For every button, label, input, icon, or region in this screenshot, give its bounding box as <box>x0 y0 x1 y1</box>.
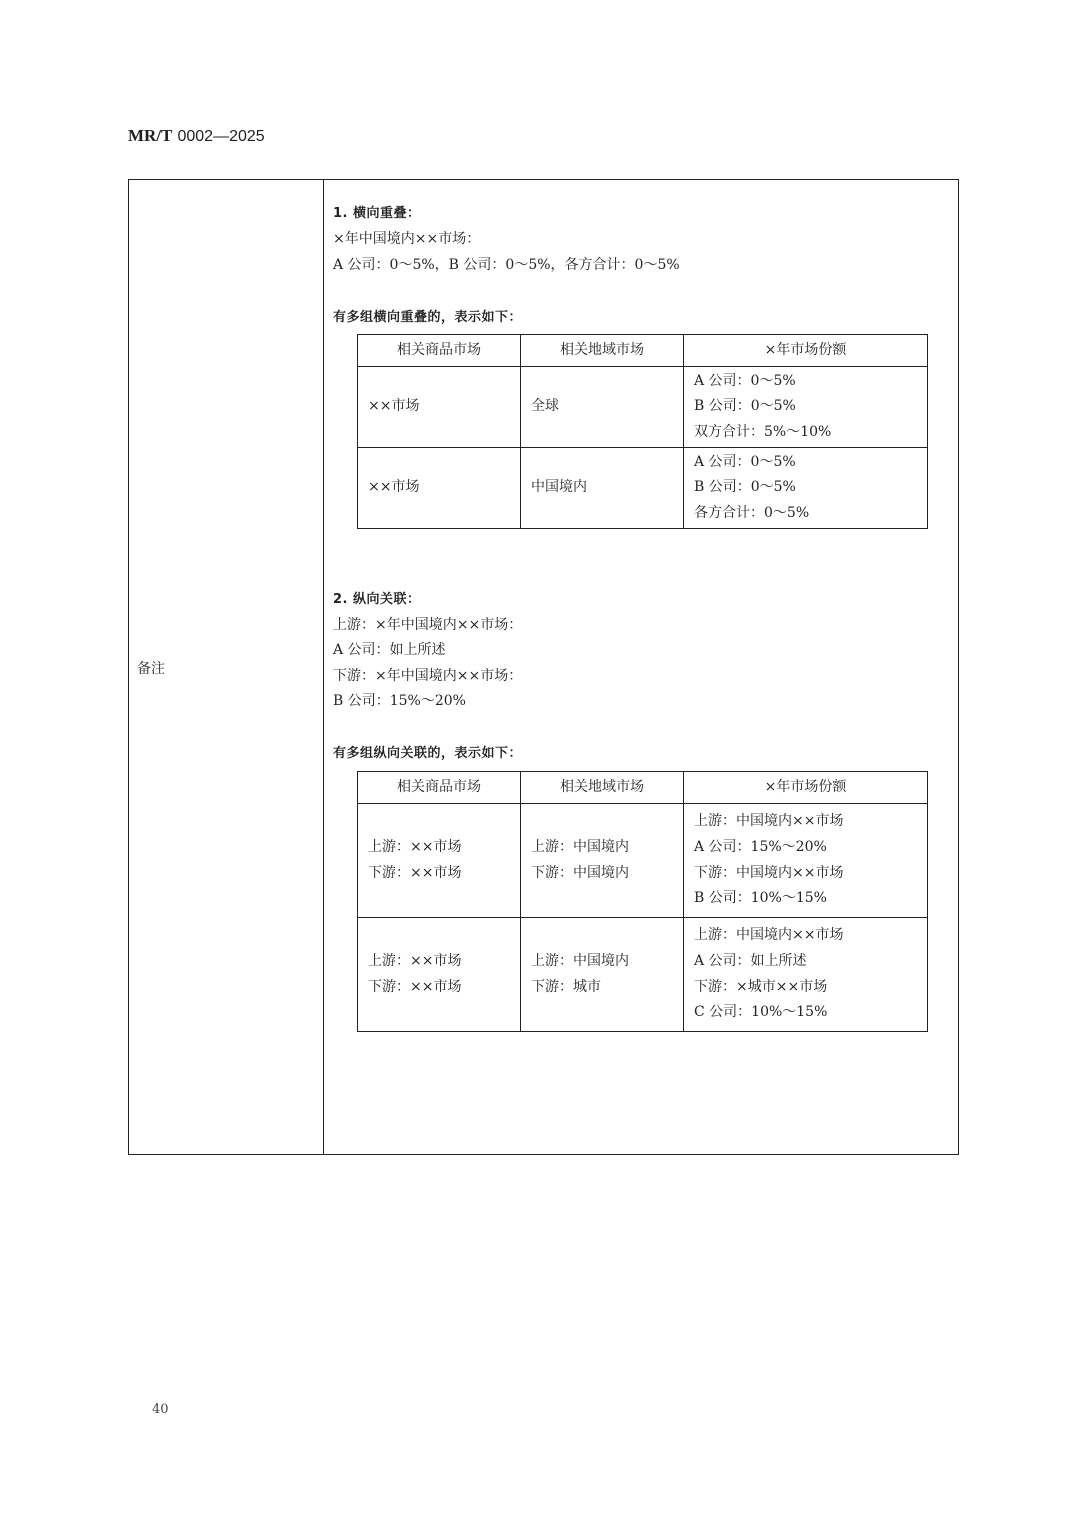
cell-region: 全球 <box>521 367 684 448</box>
cell-share <box>684 367 928 448</box>
table-row <box>358 448 928 529</box>
product-line: 上游：××市场 <box>368 952 462 969</box>
section1-multi-title: 有多组横向重叠的，表示如下： <box>333 310 523 325</box>
share-line: 下游：中国境内××市场 <box>694 864 844 881</box>
cell-product: ××市场 <box>358 367 521 448</box>
cell-product: ××市场 <box>358 448 521 529</box>
share-line: B 公司：0～5% <box>694 479 796 496</box>
section2-title: 2. 纵向关联： <box>333 592 421 607</box>
standard-code: MR/T <box>128 126 173 145</box>
standard-number: 0002—2025 <box>177 128 265 145</box>
region-line: 上游：中国境内 <box>531 952 629 969</box>
section2-line3: 下游：×年中国境内××市场： <box>333 668 523 684</box>
region-line: 上游：中国境内 <box>531 838 629 855</box>
region-line: 下游：城市 <box>531 978 601 995</box>
share-line: A 公司：0～5% <box>694 453 796 470</box>
table-header-row <box>358 335 928 367</box>
col-header-region: 相关地域市场 <box>521 335 684 367</box>
section1-line2: A 公司：0～5%，B 公司：0～5%，各方合计：0～5% <box>333 257 680 273</box>
product-line: 下游：××市场 <box>368 978 462 995</box>
product-line: 下游：××市场 <box>368 864 462 881</box>
cell-region <box>521 918 684 1032</box>
cell-region: 中国境内 <box>521 448 684 529</box>
col-header-product: 相关商品市场 <box>358 335 521 367</box>
vertical-relation-table <box>357 771 928 1032</box>
horizontal-overlap-table <box>357 334 928 529</box>
share-line: A 公司：如上所述 <box>694 952 807 969</box>
cell-product <box>358 804 521 918</box>
table-row <box>358 367 928 448</box>
column-divider <box>323 180 324 1154</box>
table-row <box>358 804 928 918</box>
col-header-region: 相关地域市场 <box>521 772 684 804</box>
share-line: 上游：中国境内××市场 <box>694 927 844 944</box>
col-header-share: ×年市场份额 <box>684 772 928 804</box>
remarks-label: 备注 <box>137 661 165 677</box>
table-header-row <box>358 772 928 804</box>
share-line: B 公司：10%～15% <box>694 890 827 907</box>
remarks-table <box>128 179 959 1155</box>
share-line: A 公司：15%～20% <box>694 838 827 855</box>
section2-line4: B 公司：15%～20% <box>333 693 466 709</box>
page-number: 40 <box>152 1402 169 1417</box>
document-header <box>128 126 265 146</box>
table-row <box>358 918 928 1032</box>
cell-share <box>684 804 928 918</box>
share-line: 各方合计：0～5% <box>694 504 810 521</box>
share-line: A 公司：0～5% <box>694 372 796 389</box>
cell-share <box>684 448 928 529</box>
section1-line1: ×年中国境内××市场： <box>333 231 481 247</box>
share-line: 上游：中国境内××市场 <box>694 813 844 830</box>
cell-share <box>684 918 928 1032</box>
cell-region <box>521 804 684 918</box>
region-line: 下游：中国境内 <box>531 864 629 881</box>
cell-product <box>358 918 521 1032</box>
share-line: 下游：×城市××市场 <box>694 978 828 995</box>
share-line: C 公司：10%～15% <box>694 1004 828 1021</box>
col-header-product: 相关商品市场 <box>358 772 521 804</box>
col-header-share: ×年市场份额 <box>684 335 928 367</box>
section2-line1: 上游：×年中国境内××市场： <box>333 617 523 633</box>
section1-title: 1. 横向重叠： <box>333 206 421 221</box>
section2-multi-title: 有多组纵向关联的，表示如下： <box>333 746 523 761</box>
share-line: B 公司：0～5% <box>694 398 796 415</box>
share-line: 双方合计：5%～10% <box>694 423 832 440</box>
section2-line2: A 公司：如上所述 <box>333 642 446 658</box>
product-line: 上游：××市场 <box>368 838 462 855</box>
